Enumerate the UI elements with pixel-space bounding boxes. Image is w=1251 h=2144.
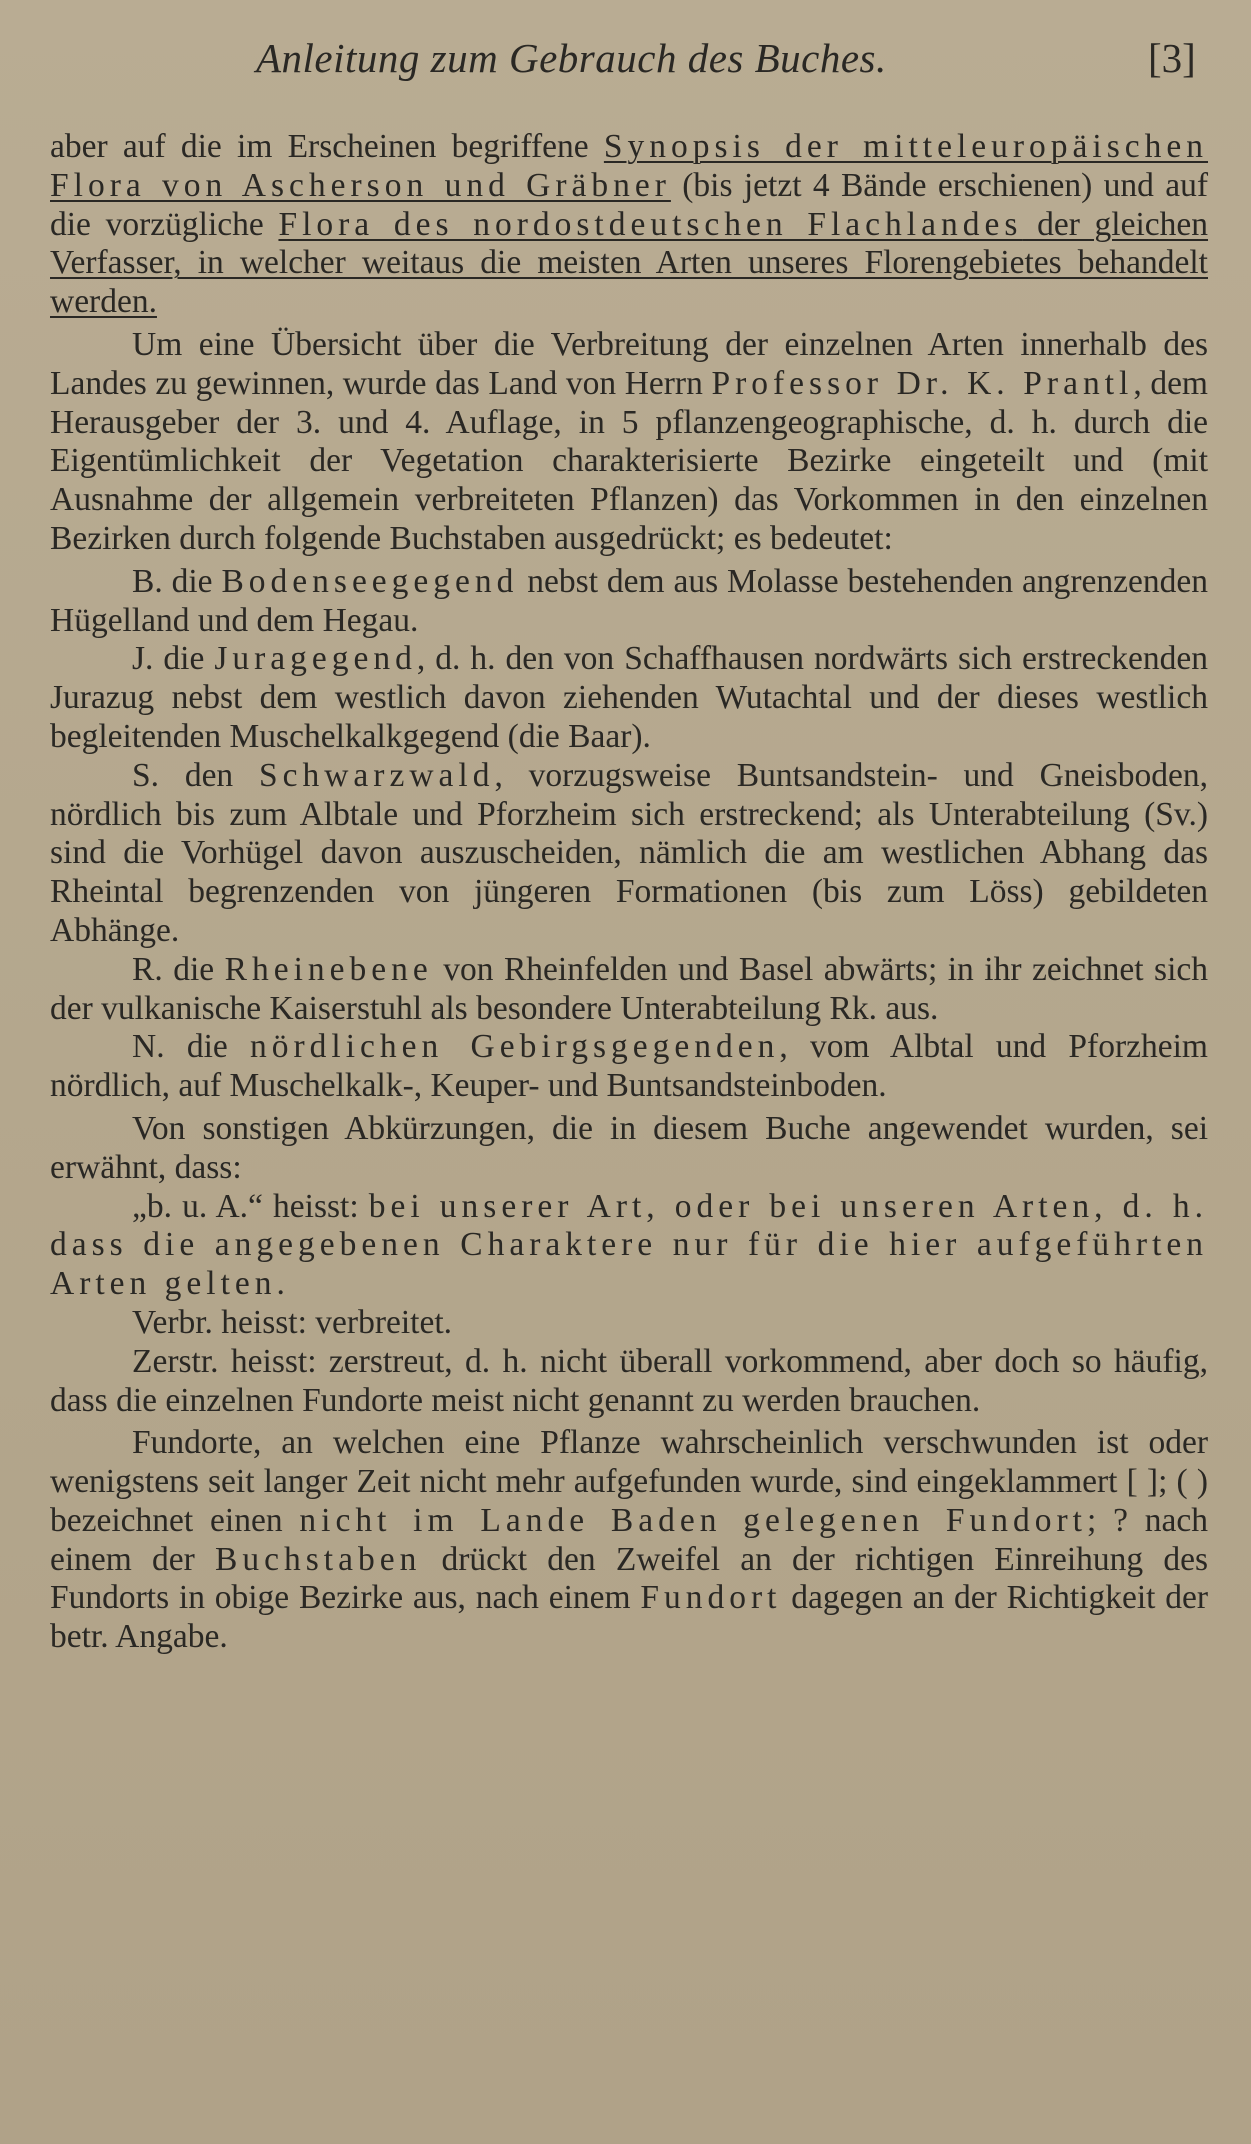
abbreviations-intro: Von sonstigen Abkürzungen, die in diesem Buche angewendet wurden, sei erwähnt, dass: xyxy=(50,1109,1208,1186)
flora-title: Flora des nordostdeutschen Flachlandes xyxy=(278,205,1023,243)
page-header xyxy=(0,34,1251,94)
body-text xyxy=(50,128,1208,1657)
page-number: [3] xyxy=(1148,35,1196,81)
paragraph-fundorte: Fundorte, an welchen eine Pflanze wahrscheinlich verschwunden ist oder wenigstens seit langer Zeit nicht mehr aufgefunden wurde, sind eingeklammert [ ]; ( ) bezeichnet einen nicht im Lande Baden gelegenen Fundort; ? nach einem der Buchstaben drückt den Zweifel an der richtigen Einreihung des Fundorts in obige Bezirke aus, nach einem Fundort dagegen an der Richtigkeit der betr. Angabe. xyxy=(50,1424,1208,1656)
region-b: B. die Bodenseegegend nebst dem aus Molasse bestehenden angrenzenden Hügelland und dem Hegau. xyxy=(50,562,1208,639)
region-r: R. die Rheinebene von Rheinfelden und Basel abwärts; in ihr zeichnet sich der vulkanische Kaiserstuhl als besondere Unterabteilung Rk. aus. xyxy=(50,950,1208,1027)
paragraph-distribution: Um eine Übersicht über die Verbreitung der einzelnen Arten innerhalb des Landes zu gewinnen, wurde das Land von Herrn Professor Dr. K. Prantl, dem Herausgeber der 3. und 4. Auflage, in 5 pflanzengeographische, d. h. durch die Eigentümlichkeit der Vegetation charakterisierte Bezirke eingeteilt und (mit Ausnahme der allgemein verbreiteten Pflanzen) das Vorkommen in den einzelnen Bezirken durch folgende Buchstaben ausgedrückt; es bedeutet: xyxy=(50,325,1208,557)
paragraph-references: aber auf die im Erscheinen begriffene Synopsis der mitteleuropäischen Flora von Ascherson und Gräbner (bis jetzt 4 Bände erschienen) und auf die vorzügliche Flora des nordostdeutschen Flachlandes der gleichen Verfasser, in welcher weitaus die meisten Arten unseres Florengebietes behandelt werden. xyxy=(50,128,1209,321)
abbr-zerstr: Zerstr. heisst: zerstreut, d. h. nicht überall vorkommend, aber doch so häufig, dass die einzelnen Fundorte meist nicht genannt zu werden brauchen. xyxy=(50,1342,1208,1419)
region-s: S. den Schwarzwald, vorzugsweise Buntsandstein- und Gneisboden, nördlich bis zum Albtale und Pforzheim sich erstreckend; als Unterabteilung (Sv.) sind die Vorhügel davon auszuscheiden, nämlich die am westlichen Abhang das Rheintal begrenzenden von jüngeren Formationen (bis zum Löss) gebildeten Abhänge. xyxy=(50,756,1208,949)
region-n: N. die nördlichen Gebirgsgegenden, vom Albtal und Pforzheim nördlich, auf Muschelkalk-, Keuper- und Buntsandsteinboden. xyxy=(50,1028,1208,1105)
author-name: Professor Dr. K. Prantl xyxy=(711,364,1134,402)
running-head: Anleitung zum Gebrauch des Buches. xyxy=(256,35,887,81)
abbr-verbr: Verbr. heisst: verbreitet. xyxy=(132,1303,453,1341)
abbr-bua: „b. u. A.“ heisst: bei unserer Art, oder bei unseren Arten, d. h. dass die angegebenen Charaktere nur für die hier aufgeführten Arten gelten. xyxy=(50,1187,1208,1303)
region-j: J. die Juragegend, d. h. den von Schaffhausen nordwärts sich erstreckenden Jurazug nebst dem westlich davon ziehenden Wutachtal und der dieses westlich begleitenden Muschelkalkgegend (die Baar). xyxy=(50,640,1208,755)
synopsis-title: Synopsis der mitteleuropäischen Flora von Ascherson und Gräbner xyxy=(50,128,1209,204)
